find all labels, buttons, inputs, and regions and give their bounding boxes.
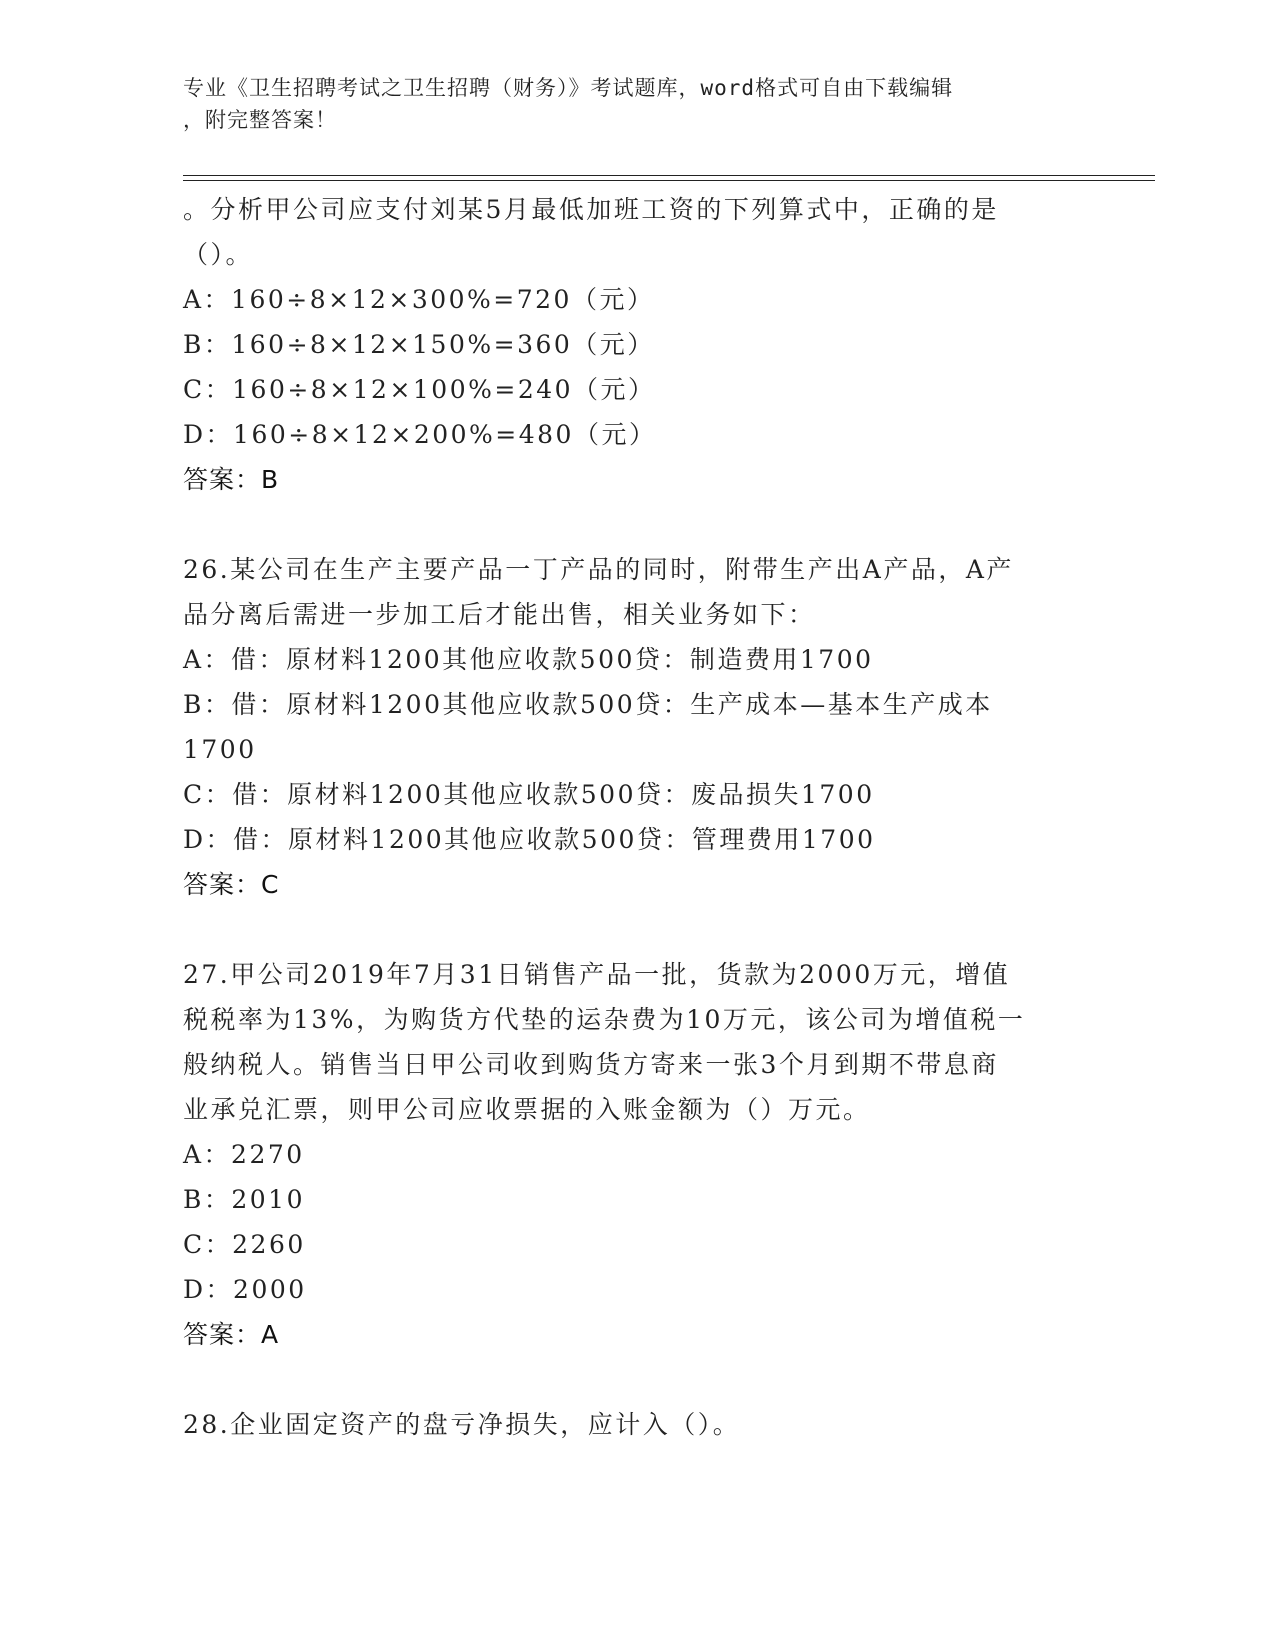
question-stem-line: 品分离后需进一步加工后才能出售，相关业务如下： <box>183 600 816 629</box>
option-b-continued: 1700 <box>183 735 257 764</box>
option-c: C：借：原材料1200其他应收款500贷：废品损失1700 <box>183 780 875 809</box>
question-stem-line: （）。 <box>183 240 254 269</box>
option-b: B：160÷8×12×150%=360（元） <box>183 330 655 359</box>
question-26 <box>183 547 1083 907</box>
option-b: B：借：原材料1200其他应收款500贷：生产成本—基本生产成本 <box>183 690 993 719</box>
answer-line: 答案：A <box>183 1320 280 1349</box>
question-stem-line: 业承兑汇票，则甲公司应收票据的入账金额为（）万元。 <box>183 1095 871 1124</box>
question-stem-line: 。分析甲公司应支付刘某5月最低加班工资的下列算式中，正确的是 <box>183 195 999 224</box>
header-line-2: ，附完整答案！ <box>183 108 337 132</box>
answer-line: 答案：B <box>183 465 280 494</box>
question-stem-line: 26.某公司在生产主要产品一丁产品的同时，附带生产出A产品，A产 <box>183 555 1014 584</box>
option-d: D：160÷8×12×200%=480（元） <box>183 420 657 449</box>
question-25 <box>183 187 1083 502</box>
document-header <box>183 72 1083 136</box>
option-b: B：2010 <box>183 1185 305 1214</box>
question-stem-line: 27.甲公司2019年7月31日销售产品一批，货款为2000万元，增值 <box>183 960 1011 989</box>
option-c: C：2260 <box>183 1230 306 1259</box>
answer-line: 答案：C <box>183 870 280 899</box>
question-28 <box>183 1402 1083 1447</box>
question-stem-line: 税税率为13%，为购货方代垫的运杂费为10万元，该公司为增值税一 <box>183 1005 1026 1034</box>
question-stem-line: 般纳税人。销售当日甲公司收到购货方寄来一张3个月到期不带息商 <box>183 1050 999 1079</box>
header-divider-bottom <box>183 180 1155 181</box>
header-divider-top <box>183 175 1155 176</box>
option-d: D：2000 <box>183 1275 307 1304</box>
option-c: C：160÷8×12×100%=240（元） <box>183 375 656 404</box>
option-a: A：160÷8×12×300%=720（元） <box>183 285 655 314</box>
option-a: A：借：原材料1200其他应收款500贷：制造费用1700 <box>183 645 874 674</box>
header-line-1: 专业《卫生招聘考试之卫生招聘（财务）》考试题库，word格式可自由下载编辑 <box>183 76 954 100</box>
question-stem-line: 28.企业固定资产的盘亏净损失，应计入（）。 <box>183 1410 741 1439</box>
question-27 <box>183 952 1083 1357</box>
option-d: D：借：原材料1200其他应收款500贷：管理费用1700 <box>183 825 876 854</box>
option-a: A：2270 <box>183 1140 305 1169</box>
document-body <box>183 187 1083 1447</box>
